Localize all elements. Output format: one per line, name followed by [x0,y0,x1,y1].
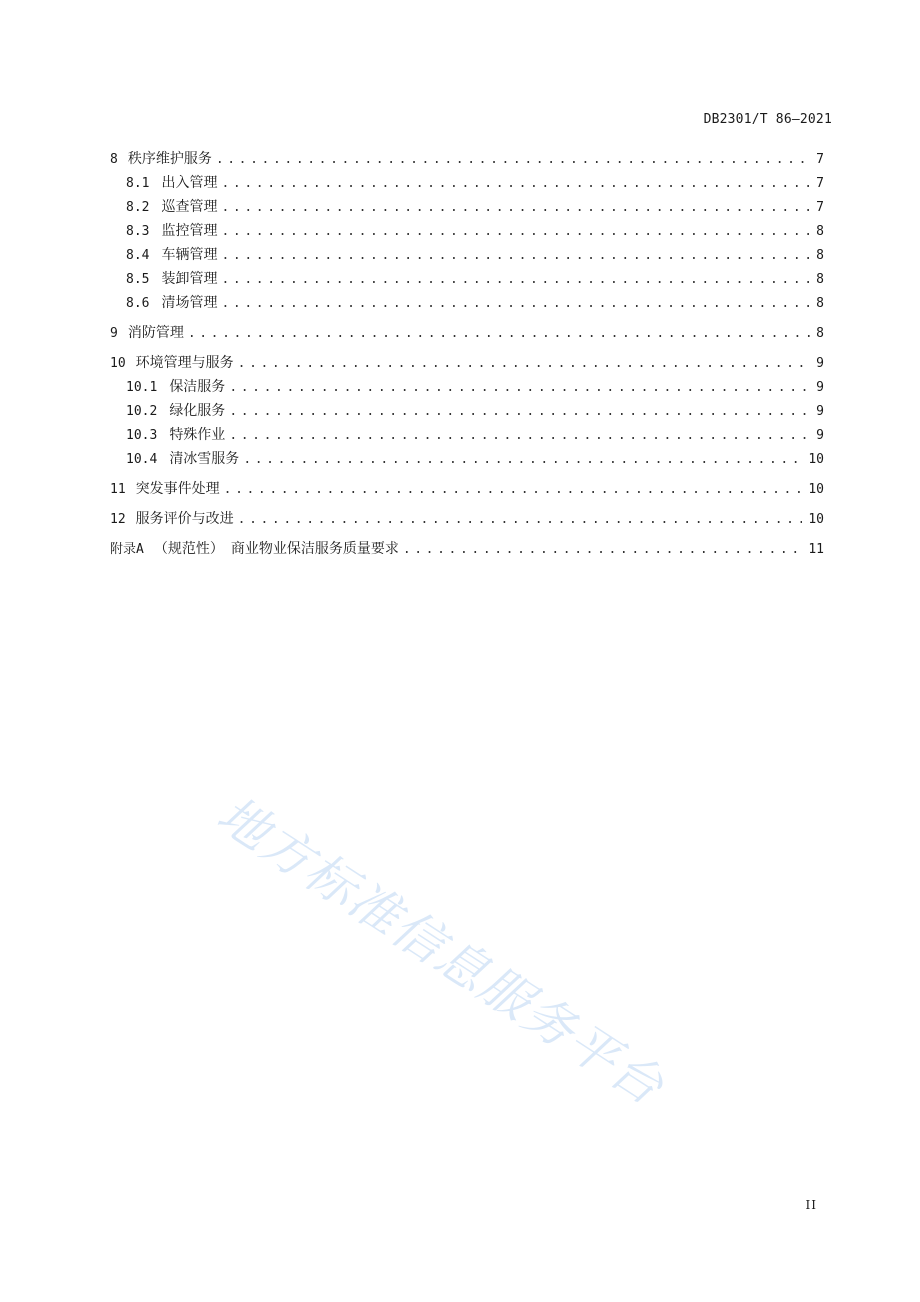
toc-entry-number: 8.3 [126,224,150,239]
toc-entry[interactable] [110,243,824,267]
toc-entry-page: 7 [816,200,824,215]
toc-entry-page: 8 [816,224,824,239]
toc-entry-number: 10.2 [126,404,158,419]
toc-entry-page: 10 [808,512,824,527]
toc-leader-dots [216,148,810,172]
toc-entry-number: 8 [110,152,118,167]
toc-entry-title: （规范性） 商业物业保洁服务质量要求 [153,541,399,557]
toc-entry-title: 出入管理 [161,175,218,191]
toc-leader-dots [403,538,803,562]
toc-leader-dots [221,292,810,316]
toc-entry-page: 9 [816,356,824,371]
toc-entry[interactable] [110,219,824,243]
page-number: II [805,1198,817,1212]
toc-entry[interactable] [110,291,824,315]
toc-entry[interactable] [110,171,824,195]
toc-entry-title: 秩序维护服务 [127,151,212,167]
toc-entry[interactable] [110,351,824,375]
toc-leader-dots [221,268,810,292]
toc-entry-number: 11 [110,482,126,497]
toc-leader-dots [229,376,810,400]
toc-entry-title: 清场管理 [161,295,218,311]
toc-leader-dots [229,400,810,424]
toc-entry-page: 9 [816,380,824,395]
toc-entry[interactable] [110,507,824,531]
toc-leader-dots [229,424,810,448]
toc-entry-number: 10.4 [126,452,158,467]
toc-leader-dots [221,244,810,268]
toc-leader-dots [224,478,803,502]
toc-entry-page: 7 [816,176,824,191]
toc-entry-title: 巡查管理 [161,199,218,215]
toc-entry-page: 10 [808,452,824,467]
toc-leader-dots [221,172,810,196]
toc-entry-number: 8.4 [126,248,150,263]
toc-entry-page: 10 [808,482,824,497]
toc-entry-title: 消防管理 [127,325,184,341]
toc-entry-number: 8.2 [126,200,150,215]
toc-entry-page: 7 [816,152,824,167]
toc-entry-number: 10 [110,356,126,371]
toc-entry-appendix[interactable] [110,537,824,561]
toc-entry-title: 特殊作业 [169,427,226,443]
toc-entry-title: 清冰雪服务 [169,451,240,467]
toc-entry[interactable] [110,195,824,219]
toc-entry-title: 装卸管理 [161,271,218,287]
toc-entry[interactable] [110,375,824,399]
toc-leader-dots [238,352,811,376]
toc-leader-dots [221,196,810,220]
table-of-contents [110,147,824,561]
toc-entry-number: 10.3 [126,428,158,443]
toc-entry-title: 服务评价与改进 [135,511,234,527]
toc-entry-title: 环境管理与服务 [135,355,234,371]
toc-entry-number: 9 [110,326,118,341]
toc-entry[interactable] [110,147,824,171]
toc-entry[interactable] [110,477,824,501]
toc-entry-page: 9 [816,404,824,419]
toc-entry-page: 11 [808,542,824,557]
toc-entry-title: 监控管理 [161,223,218,239]
toc-entry-title: 突发事件处理 [135,481,220,497]
toc-entry-number: 8.6 [126,296,150,311]
toc-entry-page: 8 [816,272,824,287]
toc-entry[interactable] [110,447,824,471]
toc-entry[interactable] [110,267,824,291]
toc-leader-dots [238,508,803,532]
toc-entry-number: 10.1 [126,380,158,395]
toc-entry-number: 8.1 [126,176,150,191]
toc-entry-title: 绿化服务 [169,403,226,419]
toc-entry-page: 9 [816,428,824,443]
toc-entry[interactable] [110,321,824,345]
toc-entry-title: 保洁服务 [169,379,226,395]
toc-entry-page: 8 [816,248,824,263]
toc-leader-dots [243,448,802,472]
toc-entry-title: 车辆管理 [161,247,218,263]
toc-entry[interactable] [110,423,824,447]
toc-entry-page: 8 [816,296,824,311]
toc-leader-dots [221,220,810,244]
document-code: DB2301/T 86—2021 [703,112,832,127]
toc-entry-page: 8 [816,326,824,341]
toc-entry-number: 8.5 [126,272,150,287]
toc-leader-dots [188,322,810,346]
toc-entry[interactable] [110,399,824,423]
watermark: 地方标准信息服务平台 [207,785,675,1117]
toc-entry-number: 附录A [110,542,144,557]
toc-entry-number: 12 [110,512,126,527]
